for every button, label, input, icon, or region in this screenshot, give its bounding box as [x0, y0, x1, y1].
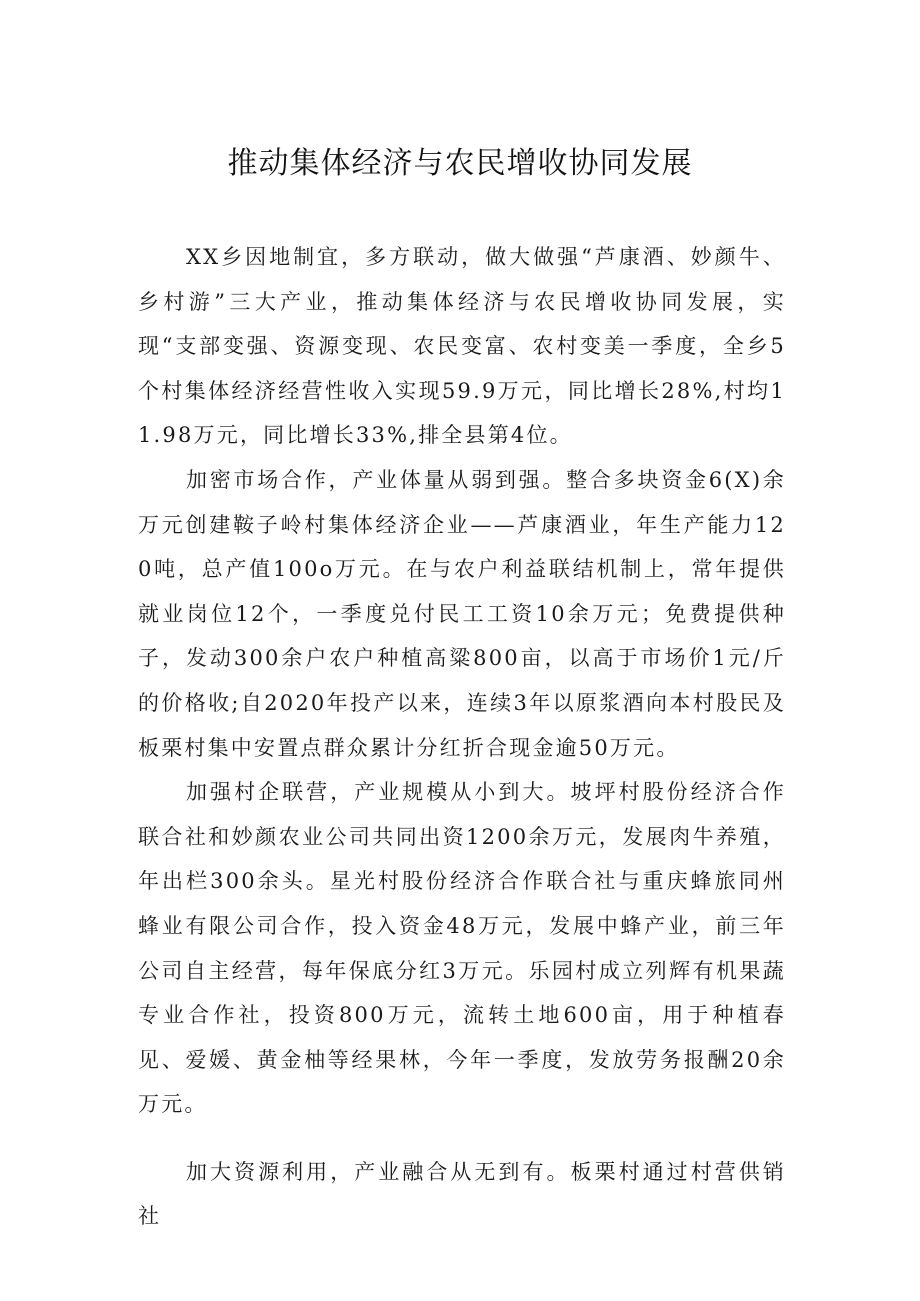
document-body [138, 235, 786, 1239]
paragraph-village-enterprise: 加强村企联营，产业规模从小到大。坡坪村股份经济合作联合社和妙颜农业公司共同出资1200余万元，发展肉牛养殖，年出栏300余头。星光村股份经济合作联合社与重庆蜂旅同州蜂业有限公司合作，投入资金48万元，发展中蜂产业，前三年公司自主经营，每年保底分红3万元。乐园村成立列辉有机果蔬专业合作社，投资800万元，流转土地600亩，用于种植春见、爱媛、黄金柚等经果林，今年一季度，发放劳务报酬20余万元。 [138, 780, 786, 1117]
paragraph-market-cooperation: 加密市场合作，产业体量从弱到强。整合多块资金6(X)余万元创建鞍子岭村集体经济企业——芦康酒业，年生产能力120吨，总产值100o万元。在与农户利益联结机制上，常年提供就业岗位12个，一季度兑付民工工资10余万元；免费提供种子，发动300余户农户种植高粱800亩，以高于市场价1元/斤的价格收;自2020年投产以来，连续3年以原浆酒向本村股民及板栗村集中安置点群众累计分红折合现金逾50万元。 [138, 467, 786, 760]
document-title: 推动集体经济与农民增收协同发展 [227, 146, 693, 181]
paragraph-resource-utilization: 加大资源利用，产业融合从无到有。板栗村通过村营供销社 [138, 1159, 786, 1229]
paragraph-overview: XX乡因地制宜，多方联动，做大做强“芦康酒、妙颜牛、乡村游”三大产业，推动集体经济与农民增收协同发展，实现“支部变强、资源变现、农民变富、农村变美一季度，全乡5个村集体经济经营性收入实现59.9万元，同比增长28%,村均11.98万元，同比增长33%,排全县第4位。 [138, 245, 786, 448]
